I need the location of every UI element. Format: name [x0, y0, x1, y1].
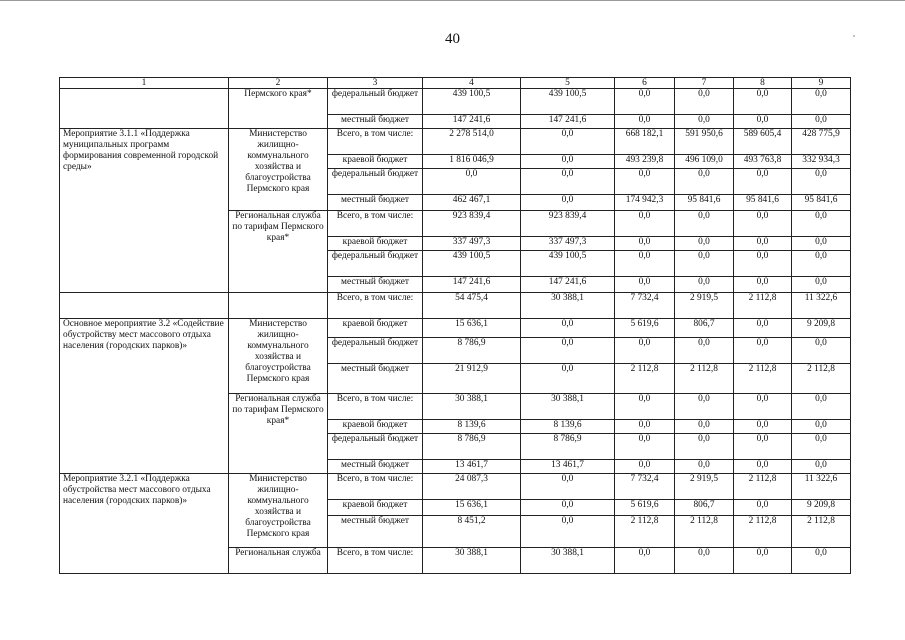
value-cell: 11 322,6 [792, 474, 851, 500]
source-cell: краевой бюджет [328, 500, 423, 516]
value-cell: 0,0 [675, 434, 734, 460]
executor-cell: Пермского края* [229, 89, 328, 129]
measure-name-cell [60, 89, 229, 129]
value-cell: 11 322,6 [792, 293, 851, 319]
value-cell: 0,0 [615, 89, 675, 115]
source-cell: краевой бюджет [328, 237, 423, 251]
value-cell: 5 619,6 [615, 319, 675, 338]
value-cell: 0,0 [792, 277, 851, 293]
value-cell: 15 636,1 [423, 319, 521, 338]
value-cell: 332 934,3 [792, 155, 851, 169]
col-header: 5 [521, 78, 615, 89]
page-number: 40 [445, 31, 460, 47]
value-cell: 493 763,8 [734, 155, 792, 169]
header-row [60, 78, 851, 89]
executor-cell: Министерство жилищно-коммунального хозяйства и благоустройства Пермского края [229, 129, 328, 211]
source-cell: федеральный бюджет [328, 251, 423, 277]
value-cell: 147 241,6 [521, 115, 615, 129]
value-cell: 0,0 [734, 169, 792, 195]
executor-cell: Региональная служба по тарифам Пермского края* [229, 211, 328, 293]
value-cell: 0,0 [521, 500, 615, 516]
value-cell: 0,0 [521, 364, 615, 394]
value-cell: 0,0 [734, 500, 792, 516]
col-header: 9 [792, 78, 851, 89]
value-cell: 0,0 [423, 169, 521, 195]
value-cell: 439 100,5 [423, 89, 521, 115]
value-cell: 2 112,8 [675, 516, 734, 548]
value-cell: 806,7 [675, 319, 734, 338]
value-cell: 337 497,3 [521, 237, 615, 251]
value-cell: 8 139,6 [521, 420, 615, 434]
value-cell: 0,0 [675, 169, 734, 195]
value-cell: 2 112,8 [615, 364, 675, 394]
value-cell: 462 467,1 [423, 195, 521, 211]
value-cell: 0,0 [792, 434, 851, 460]
value-cell: 30 388,1 [521, 394, 615, 420]
table-row [60, 293, 851, 319]
source-cell: местный бюджет [328, 364, 423, 394]
source-cell: местный бюджет [328, 277, 423, 293]
value-cell: 0,0 [734, 460, 792, 474]
col-header: 1 [60, 78, 229, 89]
value-cell: 428 775,9 [792, 129, 851, 155]
value-cell: 0,0 [734, 420, 792, 434]
value-cell: 30 388,1 [521, 293, 615, 319]
value-cell: 0,0 [734, 251, 792, 277]
value-cell: 439 100,5 [521, 251, 615, 277]
value-cell: 0,0 [792, 338, 851, 364]
value-cell: 147 241,6 [423, 277, 521, 293]
value-cell: 0,0 [615, 548, 675, 574]
col-header: 4 [423, 78, 521, 89]
value-cell: 2 112,8 [734, 516, 792, 548]
measure-name-cell [60, 293, 229, 319]
measure-name-cell: Мероприятие 3.2.1 «Поддержка обустройства мест массового отдыха населения (городских парков)» [60, 474, 229, 574]
value-cell: 2 112,8 [734, 474, 792, 500]
page-top-edge [0, 0, 905, 1]
value-cell: 8 786,9 [423, 434, 521, 460]
col-header: 6 [615, 78, 675, 89]
value-cell: 0,0 [521, 319, 615, 338]
value-cell: 0,0 [675, 89, 734, 115]
value-cell: 0,0 [615, 169, 675, 195]
value-cell: 0,0 [792, 211, 851, 237]
source-cell: Всего, в том числе: [328, 129, 423, 155]
value-cell: 5 619,6 [615, 500, 675, 516]
table-row [60, 319, 851, 338]
measure-name-cell: Мероприятие 3.1.1 «Поддержка муниципальных программ формирования современной городской среды» [60, 129, 229, 293]
value-cell: 2 278 514,0 [423, 129, 521, 155]
value-cell: 0,0 [615, 277, 675, 293]
value-cell: 13 461,7 [423, 460, 521, 474]
executor-cell: Министерство жилищно-коммунального хозяйства и благоустройства Пермского края [229, 474, 328, 548]
value-cell: 0,0 [675, 420, 734, 434]
value-cell: 0,0 [734, 434, 792, 460]
value-cell: 7 732,4 [615, 293, 675, 319]
value-cell: 147 241,6 [521, 277, 615, 293]
value-cell: 8 786,9 [423, 338, 521, 364]
value-cell: 0,0 [521, 338, 615, 364]
col-header: 7 [675, 78, 734, 89]
executor-cell [229, 293, 328, 319]
value-cell: 668 182,1 [615, 129, 675, 155]
value-cell: 0,0 [675, 251, 734, 277]
value-cell: 95 841,6 [734, 195, 792, 211]
source-cell: Всего, в том числе: [328, 211, 423, 237]
col-header: 3 [328, 78, 423, 89]
value-cell: 15 636,1 [423, 500, 521, 516]
value-cell: 21 912,9 [423, 364, 521, 394]
value-cell: 0,0 [521, 155, 615, 169]
value-cell: 2 919,5 [675, 293, 734, 319]
value-cell: 30 388,1 [423, 548, 521, 574]
value-cell: 0,0 [615, 460, 675, 474]
value-cell: 0,0 [792, 420, 851, 434]
value-cell: 0,0 [615, 434, 675, 460]
value-cell: 24 087,3 [423, 474, 521, 500]
value-cell: 337 497,3 [423, 237, 521, 251]
value-cell: 0,0 [792, 89, 851, 115]
source-cell: федеральный бюджет [328, 338, 423, 364]
value-cell: 9 209,8 [792, 500, 851, 516]
value-cell: 0,0 [792, 237, 851, 251]
value-cell: 95 841,6 [675, 195, 734, 211]
source-cell: местный бюджет [328, 516, 423, 548]
value-cell: 496 109,0 [675, 155, 734, 169]
value-cell: 0,0 [615, 338, 675, 364]
value-cell: 0,0 [792, 548, 851, 574]
value-cell: 493 239,8 [615, 155, 675, 169]
source-cell: федеральный бюджет [328, 169, 423, 195]
value-cell: 0,0 [734, 237, 792, 251]
value-cell: 0,0 [521, 474, 615, 500]
executor-cell: Министерство жилищно-коммунального хозяйства и благоустройства Пермского края [229, 319, 328, 394]
value-cell: 13 461,7 [521, 460, 615, 474]
source-cell: Всего, в том числе: [328, 474, 423, 500]
source-cell: Всего, в том числе: [328, 293, 423, 319]
value-cell: 0,0 [734, 319, 792, 338]
value-cell: 0,0 [792, 169, 851, 195]
value-cell: 0,0 [675, 460, 734, 474]
value-cell: 0,0 [521, 129, 615, 155]
executor-cell: Региональная служба по тарифам Пермского края* [229, 394, 328, 474]
value-cell: 0,0 [675, 115, 734, 129]
source-cell: краевой бюджет [328, 155, 423, 169]
value-cell: 30 388,1 [423, 394, 521, 420]
value-cell: 0,0 [615, 115, 675, 129]
value-cell: 923 839,4 [521, 211, 615, 237]
value-cell: 0,0 [615, 237, 675, 251]
value-cell: 2 112,8 [792, 516, 851, 548]
value-cell: 0,0 [734, 211, 792, 237]
value-cell: 0,0 [792, 115, 851, 129]
source-cell: краевой бюджет [328, 420, 423, 434]
value-cell: 0,0 [675, 394, 734, 420]
value-cell: 0,0 [792, 251, 851, 277]
col-header: 8 [734, 78, 792, 89]
value-cell: 0,0 [615, 394, 675, 420]
value-cell: 30 388,1 [521, 548, 615, 574]
value-cell: 8 451,2 [423, 516, 521, 548]
value-cell: 0,0 [734, 548, 792, 574]
value-cell: 54 475,4 [423, 293, 521, 319]
value-cell: 2 112,8 [615, 516, 675, 548]
table-row [60, 474, 851, 500]
source-cell: федеральный бюджет [328, 89, 423, 115]
value-cell: 2 112,8 [675, 364, 734, 394]
executor-cell: Региональная служба [229, 548, 328, 574]
value-cell: 95 841,6 [792, 195, 851, 211]
value-cell: 7 732,4 [615, 474, 675, 500]
value-cell: 174 942,3 [615, 195, 675, 211]
value-cell: 0,0 [734, 115, 792, 129]
source-cell: местный бюджет [328, 460, 423, 474]
value-cell: 0,0 [615, 211, 675, 237]
value-cell: 8 786,9 [521, 434, 615, 460]
value-cell: 0,0 [675, 237, 734, 251]
value-cell: 0,0 [521, 516, 615, 548]
value-cell: 0,0 [521, 195, 615, 211]
source-cell: федеральный бюджет [328, 434, 423, 460]
value-cell: 923 839,4 [423, 211, 521, 237]
value-cell: 2 112,8 [792, 364, 851, 394]
value-cell: 2 112,8 [734, 293, 792, 319]
budget-table [59, 77, 851, 574]
value-cell: 0,0 [675, 338, 734, 364]
value-cell: 0,0 [675, 277, 734, 293]
value-cell: 2 112,8 [734, 364, 792, 394]
measure-name-cell: Основное мероприятие 3.2 «Содействие обустройству мест массового отдыха населения (городских парков)» [60, 319, 229, 474]
value-cell: 439 100,5 [521, 89, 615, 115]
source-cell: Всего, в том числе: [328, 548, 423, 574]
value-cell: 0,0 [734, 394, 792, 420]
value-cell: 591 950,6 [675, 129, 734, 155]
value-cell: 0,0 [615, 251, 675, 277]
value-cell: 806,7 [675, 500, 734, 516]
value-cell: 2 919,5 [675, 474, 734, 500]
value-cell: 0,0 [675, 548, 734, 574]
value-cell: 0,0 [521, 169, 615, 195]
source-cell: краевой бюджет [328, 319, 423, 338]
value-cell: 589 605,4 [734, 129, 792, 155]
table-row [60, 129, 851, 155]
value-cell: 147 241,6 [423, 115, 521, 129]
value-cell: 0,0 [792, 460, 851, 474]
value-cell: 0,0 [734, 338, 792, 364]
value-cell: 8 139,6 [423, 420, 521, 434]
value-cell: 0,0 [792, 394, 851, 420]
value-cell: 439 100,5 [423, 251, 521, 277]
source-cell: Всего, в том числе: [328, 394, 423, 420]
table-row [60, 89, 851, 115]
value-cell: 0,0 [734, 277, 792, 293]
source-cell: местный бюджет [328, 195, 423, 211]
value-cell: 0,0 [675, 211, 734, 237]
source-cell: местный бюджет [328, 115, 423, 129]
value-cell: 9 209,8 [792, 319, 851, 338]
value-cell: 1 816 046,9 [423, 155, 521, 169]
value-cell: 0,0 [734, 89, 792, 115]
col-header: 2 [229, 78, 328, 89]
value-cell: 0,0 [615, 420, 675, 434]
scan-speck [853, 35, 855, 37]
